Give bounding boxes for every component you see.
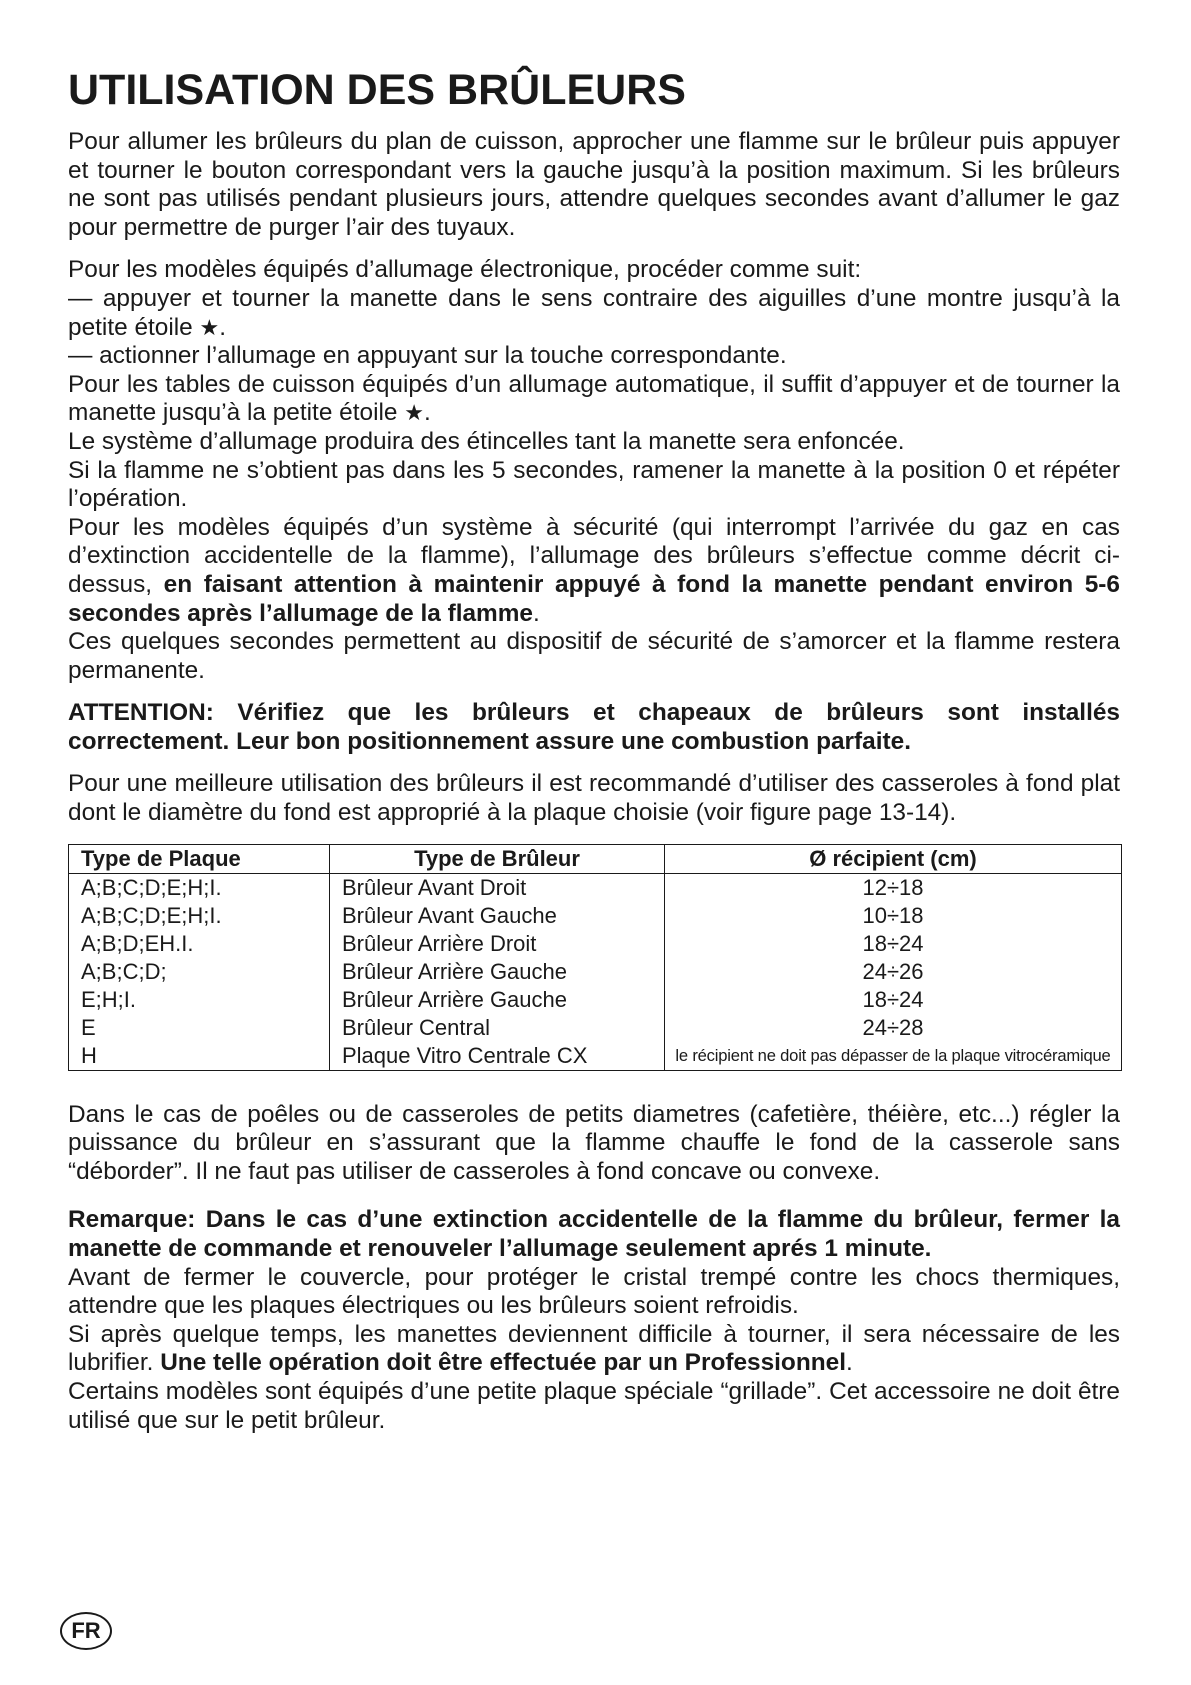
burner-type-cell: Brûleur Central xyxy=(330,1014,665,1042)
plate-type-cell: E xyxy=(69,1014,330,1042)
table-row xyxy=(69,1042,1122,1071)
electronic-step-1: — appuyer et tourner la manette dans le sens contraire des aiguilles d’une montre jusqu’à la petite étoile ★. xyxy=(68,284,1120,341)
safety-paragraph: Pour les modèles équipés d’un système à sécurité (qui interrompt l’arrivée du gaz en cas d’extinction accidentelle de la flamme), l’allumage des brûleurs s’effectue comme décrit ci-dessus, en faisant attention à maintenir appuyé à fond la manette pendant environ 5-6 secondes après l’allumage de la flamme. xyxy=(68,513,1120,627)
star-icon: ★ xyxy=(404,400,425,426)
burner-type-cell: Brûleur Avant Droit xyxy=(330,873,665,902)
burner-type-cell: Plaque Vitro Centrale CX xyxy=(330,1042,665,1071)
plate-type-cell: A;B;C;D; xyxy=(69,958,330,986)
plate-type-cell: H xyxy=(69,1042,330,1071)
small-pans-paragraph: Dans le cas de poêles ou de casseroles de petits diametres (cafetière, théière, etc...) régler la puissance du brûleur en s’assurant que la flamme chauffe le fond de la casserole sans “déborder”. Il ne faut pas utiliser de casseroles à fond concave ou convexe. xyxy=(68,1100,1120,1185)
page-title: UTILISATION DES BRÛLEURS xyxy=(68,66,686,114)
language-badge: FR xyxy=(60,1612,112,1650)
lubricate-paragraph: Si après quelque temps, les manettes deviennent difficile à tourner, il sera nécessaire de les lubrifier. Une telle opération doit être effectuée par un Professionnel. xyxy=(68,1320,1120,1377)
remarque-paragraph: Remarque: Dans le cas d’une extinction accidentelle de la flamme du brûleur, fermer la manette de commande et renouveler l’allumage seulement aprés 1 minute. xyxy=(68,1206,1120,1263)
header-burner-type: Type de Brûleur xyxy=(330,844,665,873)
pan-diameter-cell: 18÷24 xyxy=(665,930,1122,958)
recommend-paragraph: Pour une meilleure utilisation des brûleurs il est recommandé d’utiliser des casseroles à fond plat dont le diamètre du fond est approprié à la plaque choisie (voir figure page 13-14). xyxy=(68,770,1120,827)
safety-warning-bold: en faisant attention à maintenir appuyé à fond la manette pendant environ 5-6 secondes après l’allumage de la flamme xyxy=(68,570,1120,627)
star-icon: ★ xyxy=(199,314,220,340)
cover-paragraph: Avant de fermer le couvercle, pour protéger le cristal trempé contre les chocs thermiques, attendre que les plaques électriques ou les brûleurs soient refroidis. xyxy=(68,1263,1120,1320)
pan-diameter-cell: 10÷18 xyxy=(665,902,1122,930)
pan-diameter-cell: 18÷24 xyxy=(665,986,1122,1014)
burner-type-cell: Brûleur Avant Gauche xyxy=(330,902,665,930)
table-row xyxy=(69,958,1122,986)
burner-table xyxy=(68,844,1122,1071)
electronic-step-2: — actionner l’allumage en appuyant sur la touche correspondante. xyxy=(68,342,787,370)
table-row xyxy=(69,986,1122,1014)
lubricate-bold: Une telle opération doit être effectuée par un Professionnel xyxy=(160,1349,846,1377)
pan-diameter-cell: le récipient ne doit pas dépasser de la plaque vitrocéramique xyxy=(665,1042,1122,1071)
retry-paragraph: Si la flamme ne s’obtient pas dans les 5 secondes, ramener la manette à la position 0 et répéter l’opération. xyxy=(68,456,1120,513)
plate-type-cell: A;B;D;EH.I. xyxy=(69,930,330,958)
pan-diameter-cell: 12÷18 xyxy=(665,873,1122,902)
burner-type-cell: Brûleur Arrière Gauche xyxy=(330,958,665,986)
table-row xyxy=(69,873,1122,902)
pan-diameter-cell: 24÷26 xyxy=(665,958,1122,986)
intro-paragraph: Pour allumer les brûleurs du plan de cuisson, approcher une flamme sur le brûleur puis appuyer et tourner le bouton correspondant vers la gauche jusqu’à la position maximum. Si les brûleurs ne sont pas utilisés pendant plusieurs jours, attendre quelques secondes avant d’allumer le gaz pour permettre de purger l’air des tuyaux. xyxy=(68,128,1120,241)
page-content xyxy=(68,62,1120,1435)
pan-diameter-cell: 24÷28 xyxy=(665,1014,1122,1042)
burner-type-cell: Brûleur Arrière Gauche xyxy=(330,986,665,1014)
burner-type-cell: Brûleur Arrière Droit xyxy=(330,930,665,958)
plate-type-cell: E;H;I. xyxy=(69,986,330,1014)
plate-type-cell: A;B;C;D;E;H;I. xyxy=(69,902,330,930)
sparks-paragraph: Le système d’allumage produira des étincelles tant la manette sera enfoncée. xyxy=(68,427,905,455)
table-row xyxy=(69,930,1122,958)
table-row xyxy=(69,902,1122,930)
electronic-lead: Pour les modèles équipés d’allumage électronique, procéder comme suit: xyxy=(68,256,862,284)
plate-type-cell: A;B;C;D;E;H;I. xyxy=(69,873,330,902)
table-header-row xyxy=(69,844,1122,873)
attention-paragraph: ATTENTION: Vérifiez que les brûleurs et chapeaux de brûleurs sont installés correctement. Leur bon positionnement assure une combustion parfaite. xyxy=(68,699,1120,755)
header-plate-type: Type de Plaque xyxy=(69,844,330,873)
auto-ignition-paragraph: Pour les tables de cuisson équipés d’un allumage automatique, il suffit d’appuyer et de tourner la manette jusqu’à la petite étoile ★. xyxy=(68,370,1120,427)
grill-paragraph: Certains modèles sont équipés d’une petite plaque spéciale “grillade”. Cet accessoire ne doit être utilisé que sur le petit brûleur. xyxy=(68,1378,1120,1434)
table-row xyxy=(69,1014,1122,1042)
header-pan-diameter: Ø récipient (cm) xyxy=(665,844,1122,873)
permanent-paragraph: Ces quelques secondes permettent au dispositif de sécurité de s’amorcer et la flamme restera permanente. xyxy=(68,628,1120,684)
